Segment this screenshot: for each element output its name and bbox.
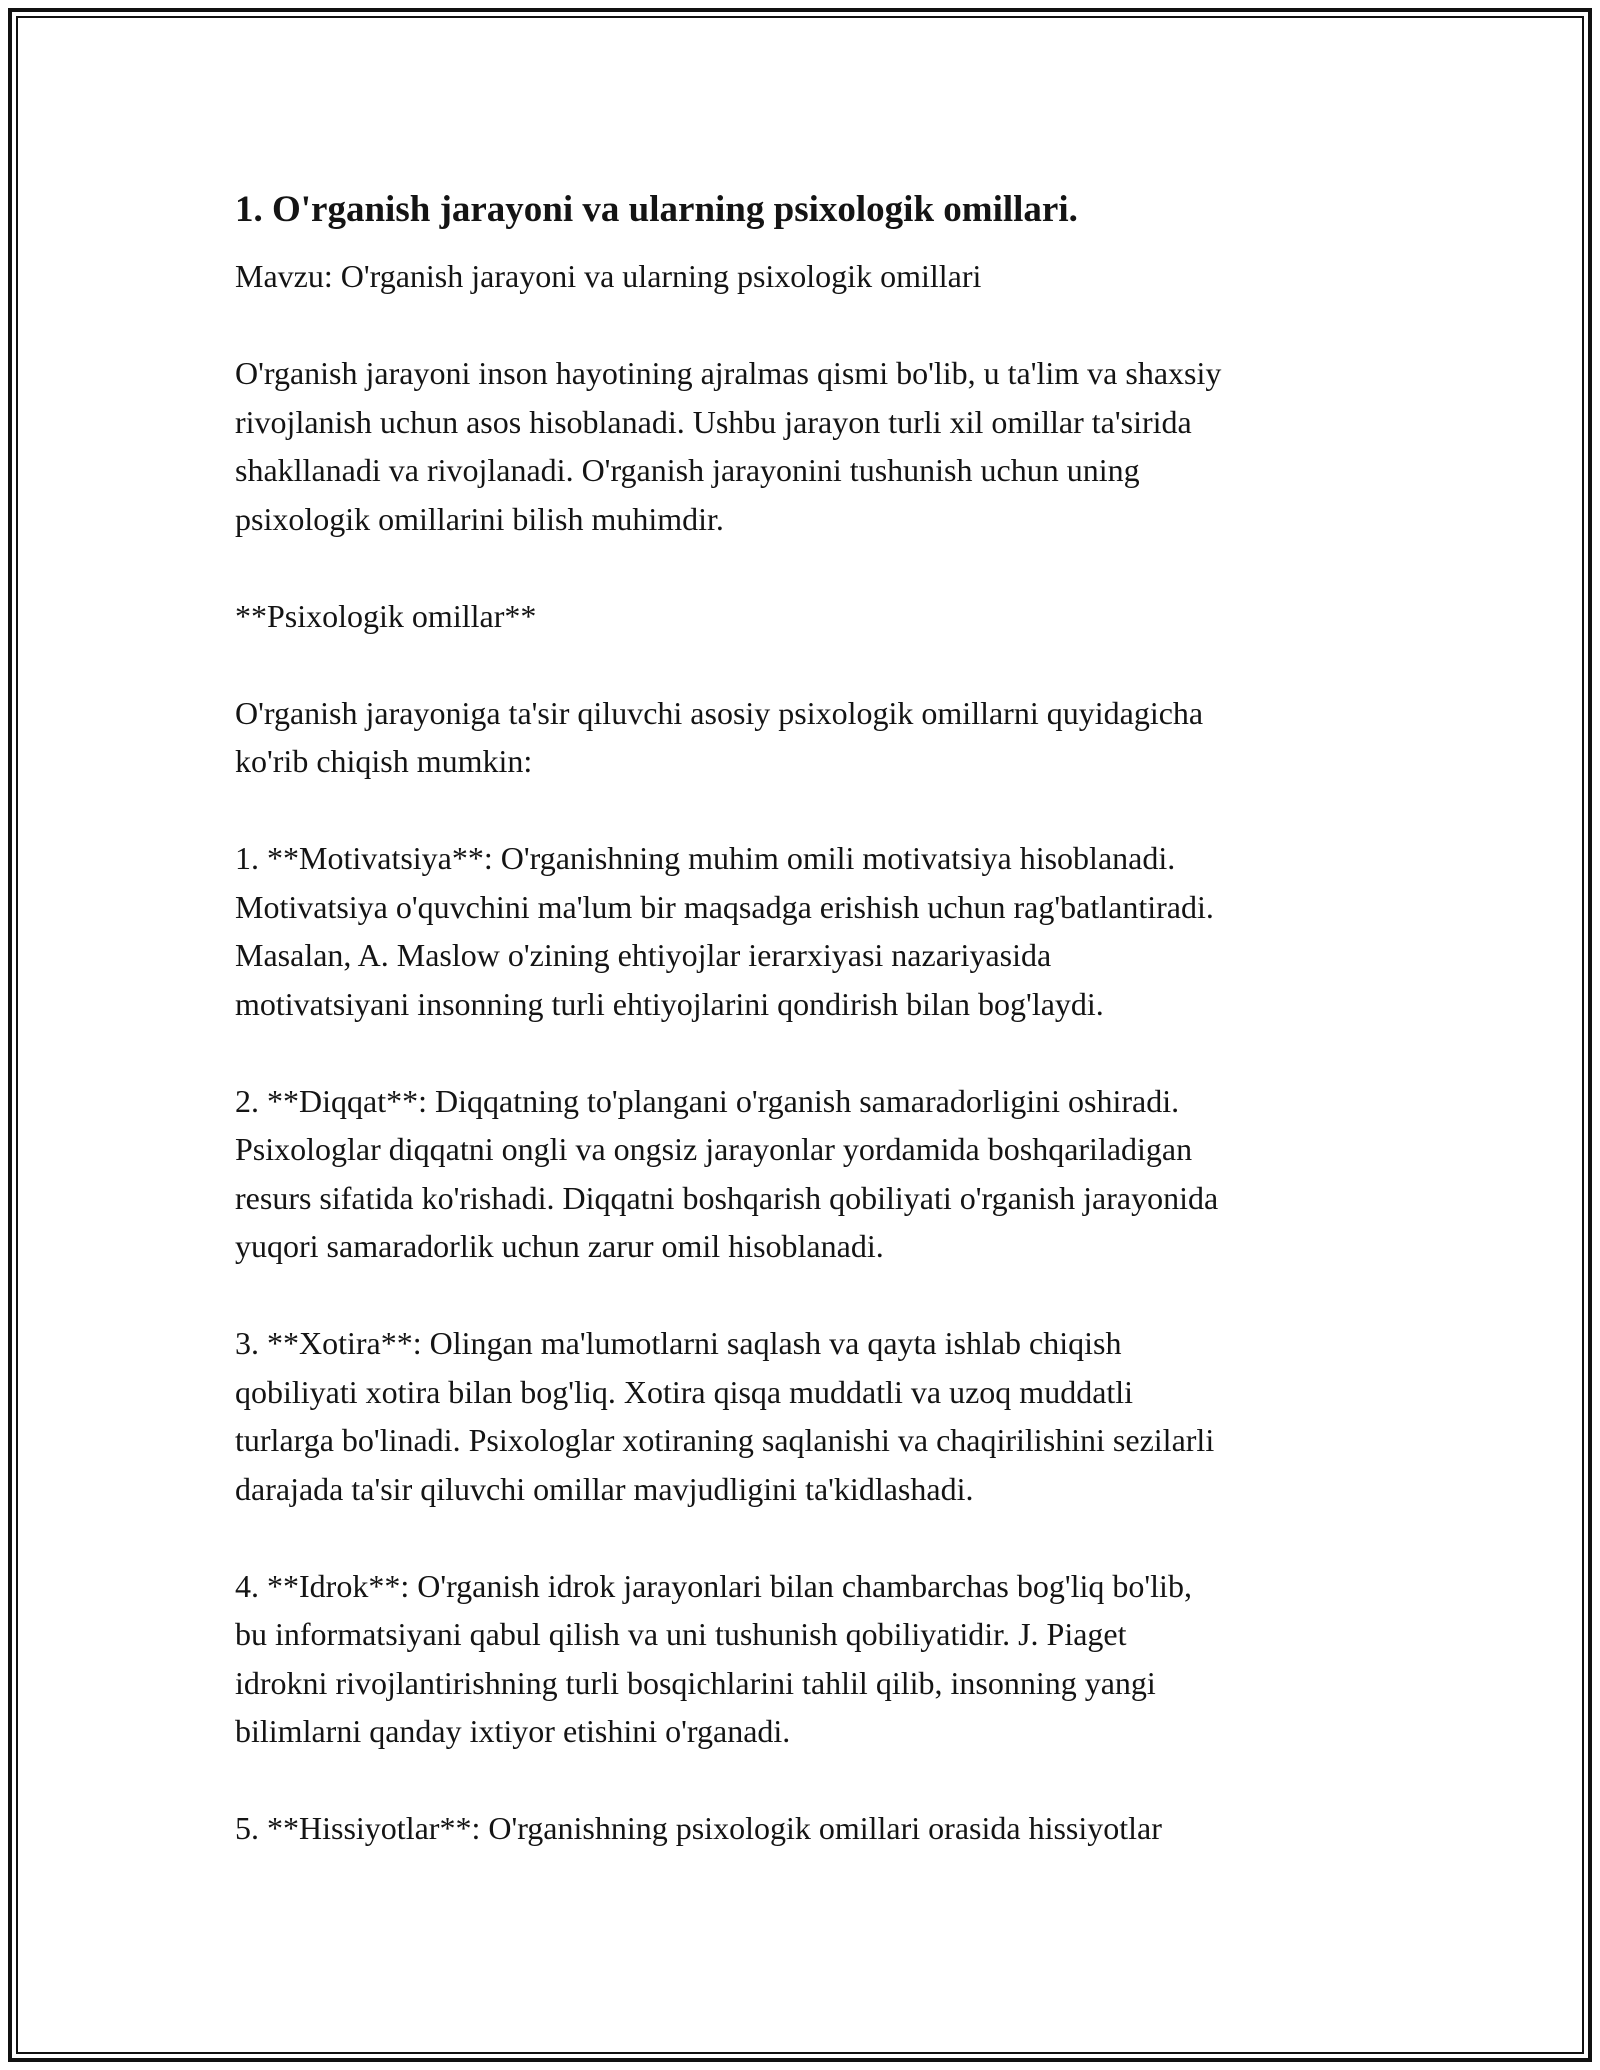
list-item-xotira: 3. **Xotira**: Olingan ma'lumotlarni saqlash va qayta ishlab chiqish qobiliyati xotira bilan bog'liq. Xotira qisqa muddatli va uzoq muddatli turlarga bo'linadi. Psixologlar xotiraning saqlanishi va chaqirilishini sezilarli darajada ta'sir qiluvchi omillar mavjudligini ta'kidlashadi. [235, 1325, 1215, 1507]
section-heading: **Psixologik omillar** [235, 597, 537, 634]
list-item-diqqat: 2. **Diqqat**: Diqqatning to'plangani o'rganish samaradorligini oshiradi. Psixologlar diqqatni ongli va ongsiz jarayonlar yordamida boshqariladigan resurs sifatida ko'rishadi. Diqqatni boshqarish qobiliyati o'rganish jarayonida yuqori samaradorlik uchun zarur omil hisoblanadi. [235, 1082, 1219, 1264]
document-title: 1. O'rganish jarayoni va ularning psixologik omillari. [235, 189, 1078, 230]
subject-line: Mavzu: O'rganish jarayoni va ularning psixologik omillari [235, 258, 982, 294]
list-item-idrok: 4. **Idrok**: O'rganish idrok jarayonlari bilan chambarchas bog'liq bo'lib, bu informatsiyani qabul qilish va uni tushunish qobiliyatidir. J. Piaget idrokni rivojlantirishning turli bosqichlarini tahlil qilib, insonning yangi bilimlarni qanday ixtiyor etishini o'rganadi. [235, 1567, 1192, 1749]
list-item-hissiyotlar: 5. **Hissiyotlar**: O'rganishning psixologik omillari orasida hissiyotlar [235, 1810, 1162, 1846]
section-intro-paragraph: O'rganish jarayoniga ta'sir qiluvchi asosiy psixologik omillarni quyidagicha ko'rib chiqish mumkin: [235, 694, 1204, 779]
list-item-motivatsiya: 1. **Motivatsiya**: O'rganishning muhim omili motivatsiya hisoblanadi. Motivatsiya o'quvchini ma'lum bir maqsadga erishish uchun rag'batlantiradi. Masalan, A. Maslow o'zining ehtiyojlar ierarxiyasi nazariyasida motivatsiyani insonning turli ehtiyojlarini qondirish bilan bog'laydi. [235, 840, 1214, 1022]
document-body [235, 186, 1385, 1853]
intro-paragraph: O'rganish jarayoni inson hayotining ajralmas qismi bo'lib, u ta'lim va shaxsiy rivojlanish uchun asos hisoblanadi. Ushbu jarayon turli xil omillar ta'sirida shakllanadi va rivojlanadi. O'rganish jarayonini tushunish uchun uning psixologik omillarini bilish muhimdir. [235, 355, 1222, 537]
